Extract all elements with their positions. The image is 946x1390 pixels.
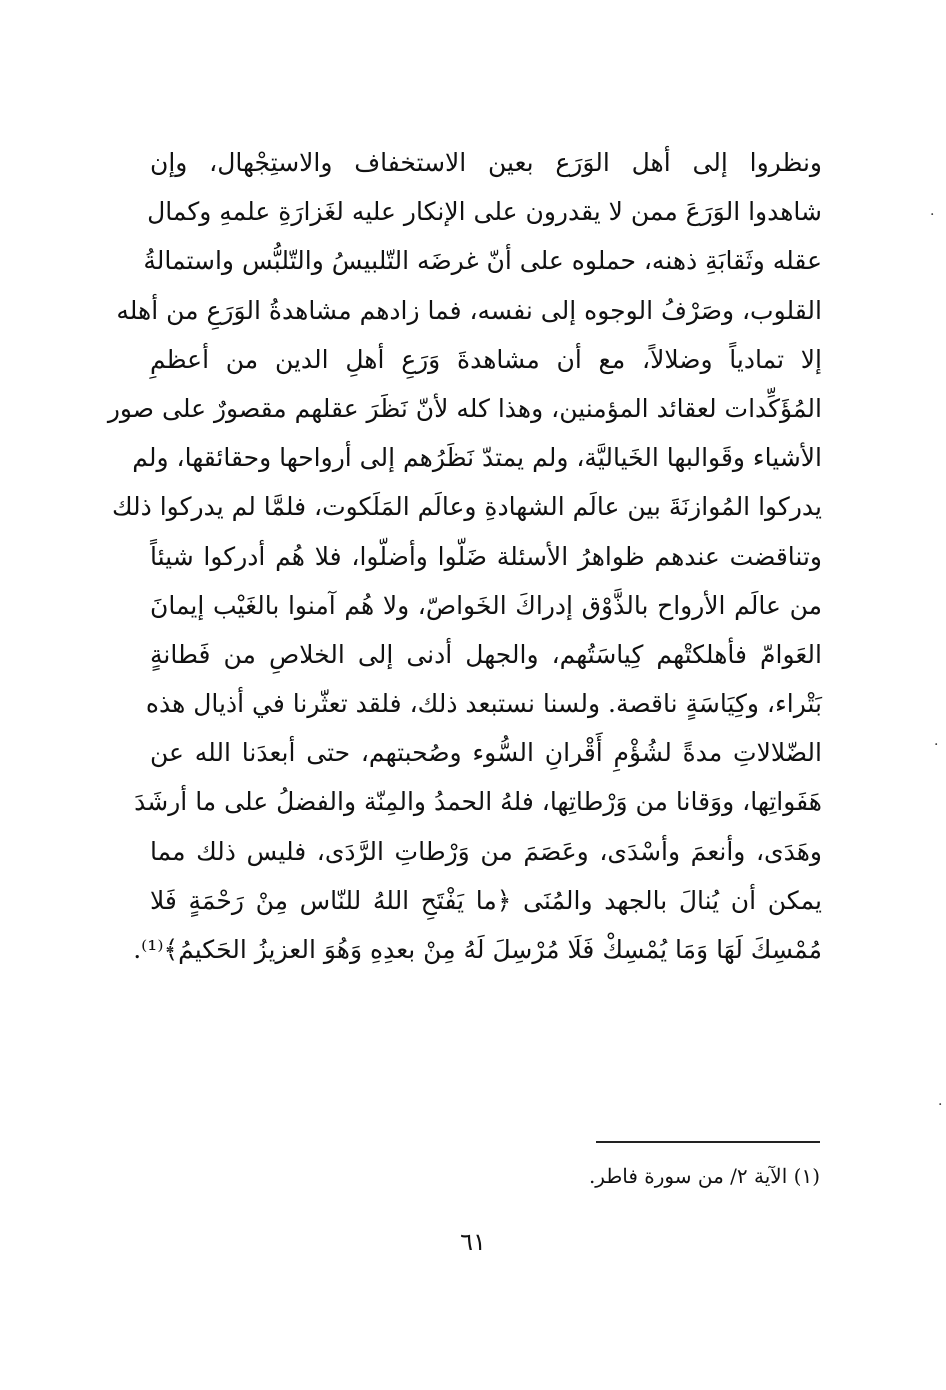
text-line: إلا تمادياً وضلالاً، مع أن مشاهدةَ وَرَعِ أهلِ الدين من أعظمِ xyxy=(150,344,822,374)
text-line: شاهدوا الوَرَعَ ممن لا يقدرون على الإنكار عليه لغَزارَةِ علمهِ وكمال xyxy=(147,197,822,227)
text-line: وتناقضت عندهم ظواهرُ الأسئلة ضَلّوا وأضلّوا، فلا هُم أدركوا شيئاً xyxy=(150,541,822,571)
text-line: من عالَم الأرواح بالذَّوْق إدراكَ الخَواصّ، ولا هُم آمنوا بالغَيْب إيمانَ xyxy=(150,590,822,620)
text-line: المُؤَكِّدات لعقائد المؤمنين، وهذا كله لأنّ نَظَرَ عقلهم مقصورٌ على صور xyxy=(107,393,822,423)
text-line: الأشياء وقَوالبها الخَياليَّة، ولم يمتدّ نَظَرُهم إلى أرواحها وحقائقها، ولم xyxy=(132,443,822,473)
text-line: القلوب، وصَرْفُ الوجوه إلى نفسه، فما زادهم مشاهدةُ الوَرَعِ من أهله xyxy=(116,295,822,325)
scan-speck: · xyxy=(934,737,939,753)
text-line: عقله وثَقابَةِ ذهنه، حملوه على أنّ غرضَه التّلبيسُ والتّلبُّس واستمالةُ xyxy=(143,246,822,276)
text-line: العَوامّ فأهلكتْهم كِياسَتُهم، والجهل أدنى إلى الخلاصِ من فَطانةٍ xyxy=(150,639,822,669)
footnote-divider xyxy=(596,1141,820,1143)
text-line: ونظروا إلى أهل الوَرَع بعين الاستخفاف والاستِجْهال، وإن xyxy=(150,148,822,177)
page-number: ٦١ xyxy=(460,1228,486,1256)
scan-speck: · xyxy=(938,1097,943,1113)
text-line: هَفَواتِها، ووَقانا من وَرْطاتِها، فلهُ الحمدُ والمِنّة والفضلُ على ما أرشَدَ xyxy=(134,787,822,817)
scan-speck: · xyxy=(930,207,935,223)
text-line: يدركوا المُوازنَةَ بين عالَم الشهادةِ وعالَم المَلَكوت، فلمَّا لم يدركوا ذلك xyxy=(111,492,822,522)
text-line: الضّلالاتِ مدةً لشُؤْمِ أَقْرانِ السُّوء وصُحبتهم، حتى أبعدَنا الله عن xyxy=(150,738,822,768)
body-text xyxy=(107,138,822,974)
text-line: بَتْراء، وكِيَاسَةٍ ناقصة. ولسنا نستبعد ذلك، فلقد تعثّرنا في أذيال هذه xyxy=(145,689,822,719)
text-line: وهَدَى، وأنعمَ وأسْدَى، وعَصَمَ من وَرْطاتِ الرَّدَى، فليس ذلك مما xyxy=(150,836,822,866)
text-line: يمكن أن يُنالَ بالجهد والمُنَى ﴿ما يَفْتَحِ اللهُ للنّاس مِنْ رَحْمَةٍ فَلا xyxy=(150,885,822,915)
footnote: (١) الآية ٢/ من سورة فاطر. xyxy=(588,1164,820,1188)
text-line: مُمْسِكَ لَهَا وَمَا يُمْسِكْ فَلَا مُرْسِلَ لَهُ مِنْ بعدِهِ وَهُوَ العزيزُ الحَكيمُ﴾⁽¹⁾. xyxy=(133,935,822,964)
